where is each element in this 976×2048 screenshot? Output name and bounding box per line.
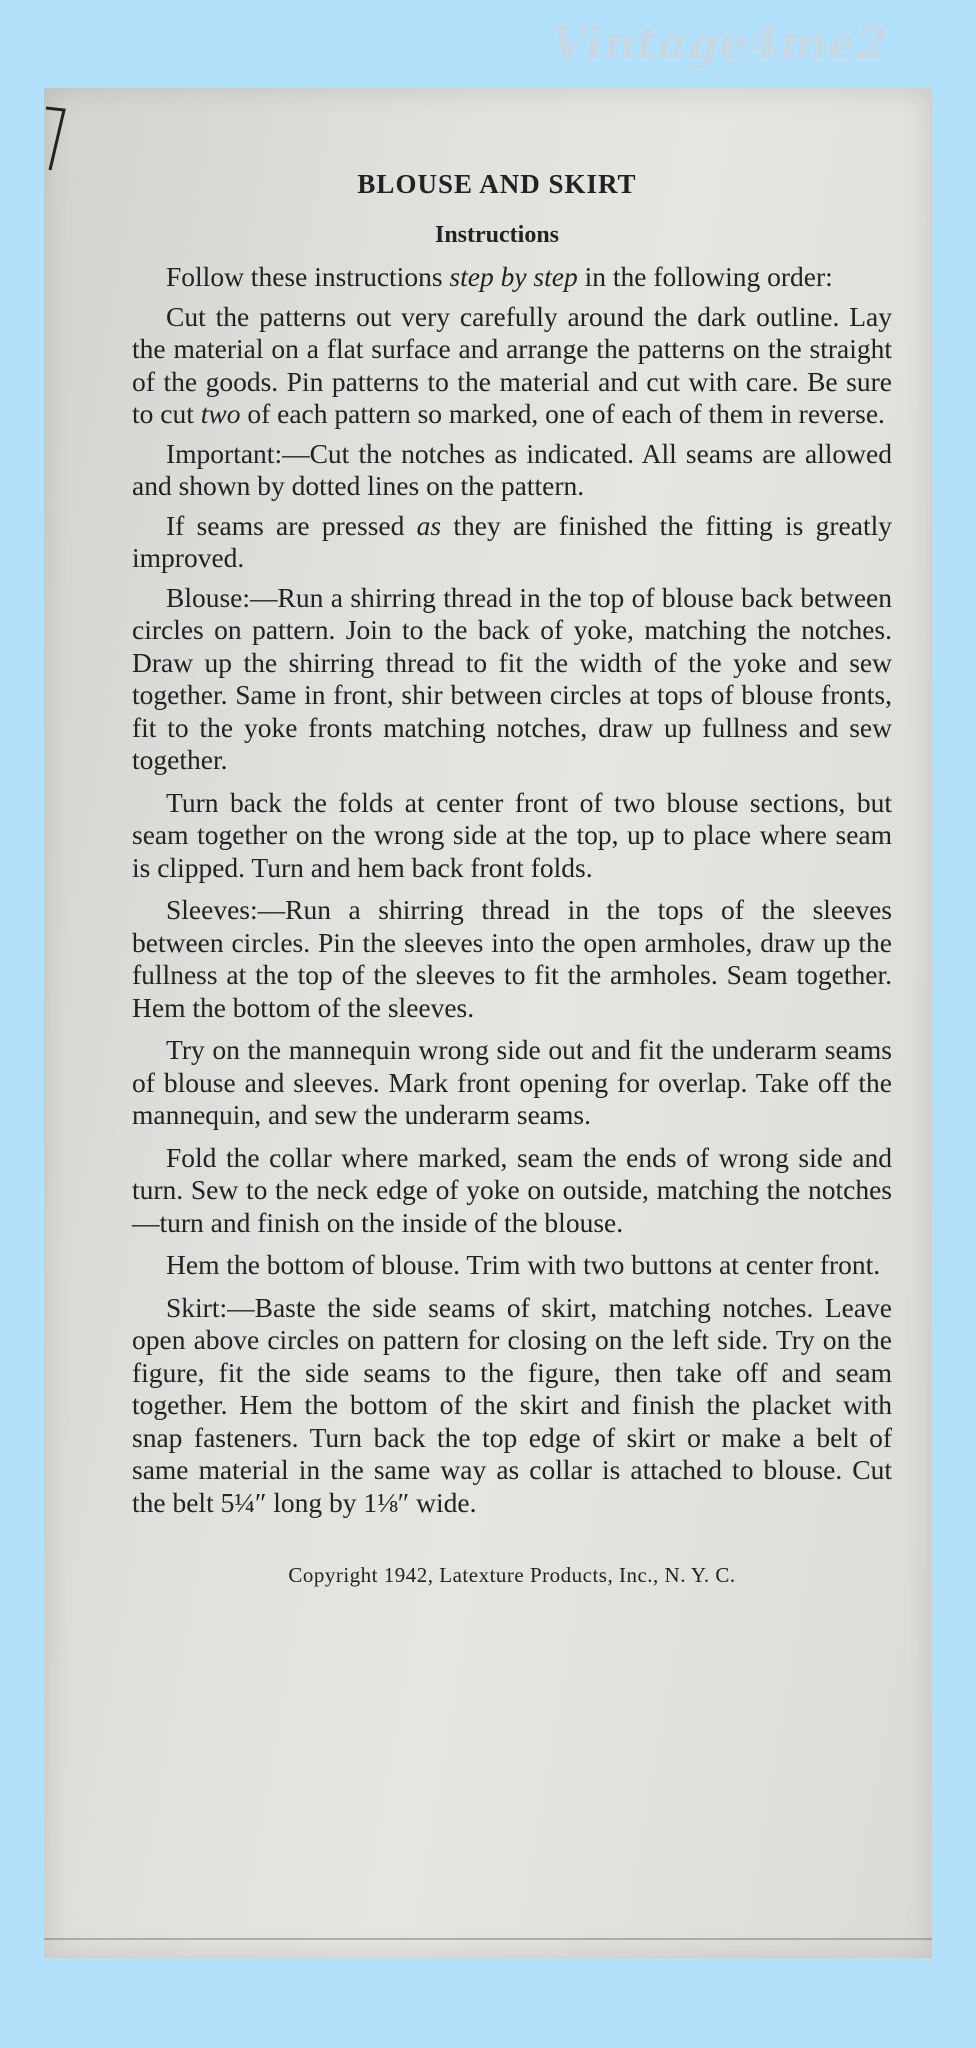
copyright-line: Copyright 1942, Latexture Products, Inc., N. Y. C. bbox=[288, 1563, 736, 1587]
cutting-text-end: of each pattern so marked, one of each of them in reverse. bbox=[240, 398, 885, 429]
instruction-sheet bbox=[44, 88, 932, 1958]
seams-text-end: they are finished the fitting is greatly improved. bbox=[132, 509, 892, 573]
cutting-emphasis: two bbox=[200, 398, 241, 429]
seams-emphasis: as bbox=[416, 509, 442, 541]
intro-paragraph bbox=[132, 261, 892, 294]
page-subtitle: Instructions bbox=[434, 221, 560, 248]
seams-text: If seams are pressed bbox=[166, 509, 417, 541]
instructions-body bbox=[132, 168, 892, 1592]
hem-paragraph: Hem the bottom of blouse. Trim with two buttons at center front. bbox=[166, 1249, 881, 1280]
skirt-paragraph: Skirt:—Baste the side seams of skirt, matching notches. Leave open above circles on pattern for closing on the left side. Try on the figure, fit the side seams to the figure, then take off and seam together. Hem the bottom of the skirt and finish the placket with snap fasteners. Turn back the top edge of skirt or make a belt of same material in the same way as collar is attached to blouse. Cut the belt 5¼″ long by 1⅛″ wide. bbox=[132, 1291, 892, 1518]
cutting-paragraph bbox=[132, 301, 892, 431]
collar-paragraph: Fold the collar where marked, seam the ends of wrong side and turn. Sew to the neck edge of yoke on outside, matching the notches—turn and finish on the inside of the blouse. bbox=[132, 1141, 892, 1238]
pen-mark bbox=[44, 88, 74, 178]
mannequin-paragraph: Try on the mannequin wrong side out and fit the underarm seams of blouse and sleeves. Mark front opening for overlap. Take off the mannequin, and sew the underarm seams. bbox=[132, 1034, 892, 1130]
sleeves-paragraph: Sleeves:—Run a shirring thread in the tops of the sleeves between circles. Pin the sleeves into the open armholes, draw up the fullness at the top of the sleeves to fit the armholes. Seam together. Hem the bottom of the sleeves. bbox=[132, 894, 892, 1023]
seams-paragraph bbox=[132, 510, 892, 575]
cutting-text: Cut the patterns out very carefully around the dark outline. Lay the material on a flat surface and arrange the patterns on the straight of the goods. Pin patterns to the material and cut with care. Be sure to cut bbox=[132, 300, 892, 429]
intro-emphasis: step by step bbox=[449, 261, 578, 292]
intro-text: Follow these instructions bbox=[166, 261, 450, 292]
blouse-paragraph: Blouse:—Run a shirring thread in the top of blouse back between circles on pattern. Join to the back of yoke, matching the notches. Draw up the shirring thread to fit the width of the yoke and sew together. Same in front, shir between circles at tops of blouse fronts, fit to the yoke fronts matching notches, draw up fullness and sew together. bbox=[132, 581, 892, 775]
watermark-text: Vintage4me2 bbox=[551, 18, 888, 69]
important-paragraph: Important:—Cut the notches as indicated. All seams are allowed and shown by dotted lines on the pattern. bbox=[132, 437, 892, 501]
folds-paragraph: Turn back the folds at center front of two blouse sections, but seam together on the wrong side at the top, up to place where seam is clipped. Turn and hem back front folds. bbox=[132, 786, 892, 883]
intro-text-end: in the following order: bbox=[577, 261, 833, 292]
page-title: BLOUSE AND SKIRT bbox=[357, 169, 637, 199]
sheet-fold-line bbox=[44, 1938, 932, 1940]
